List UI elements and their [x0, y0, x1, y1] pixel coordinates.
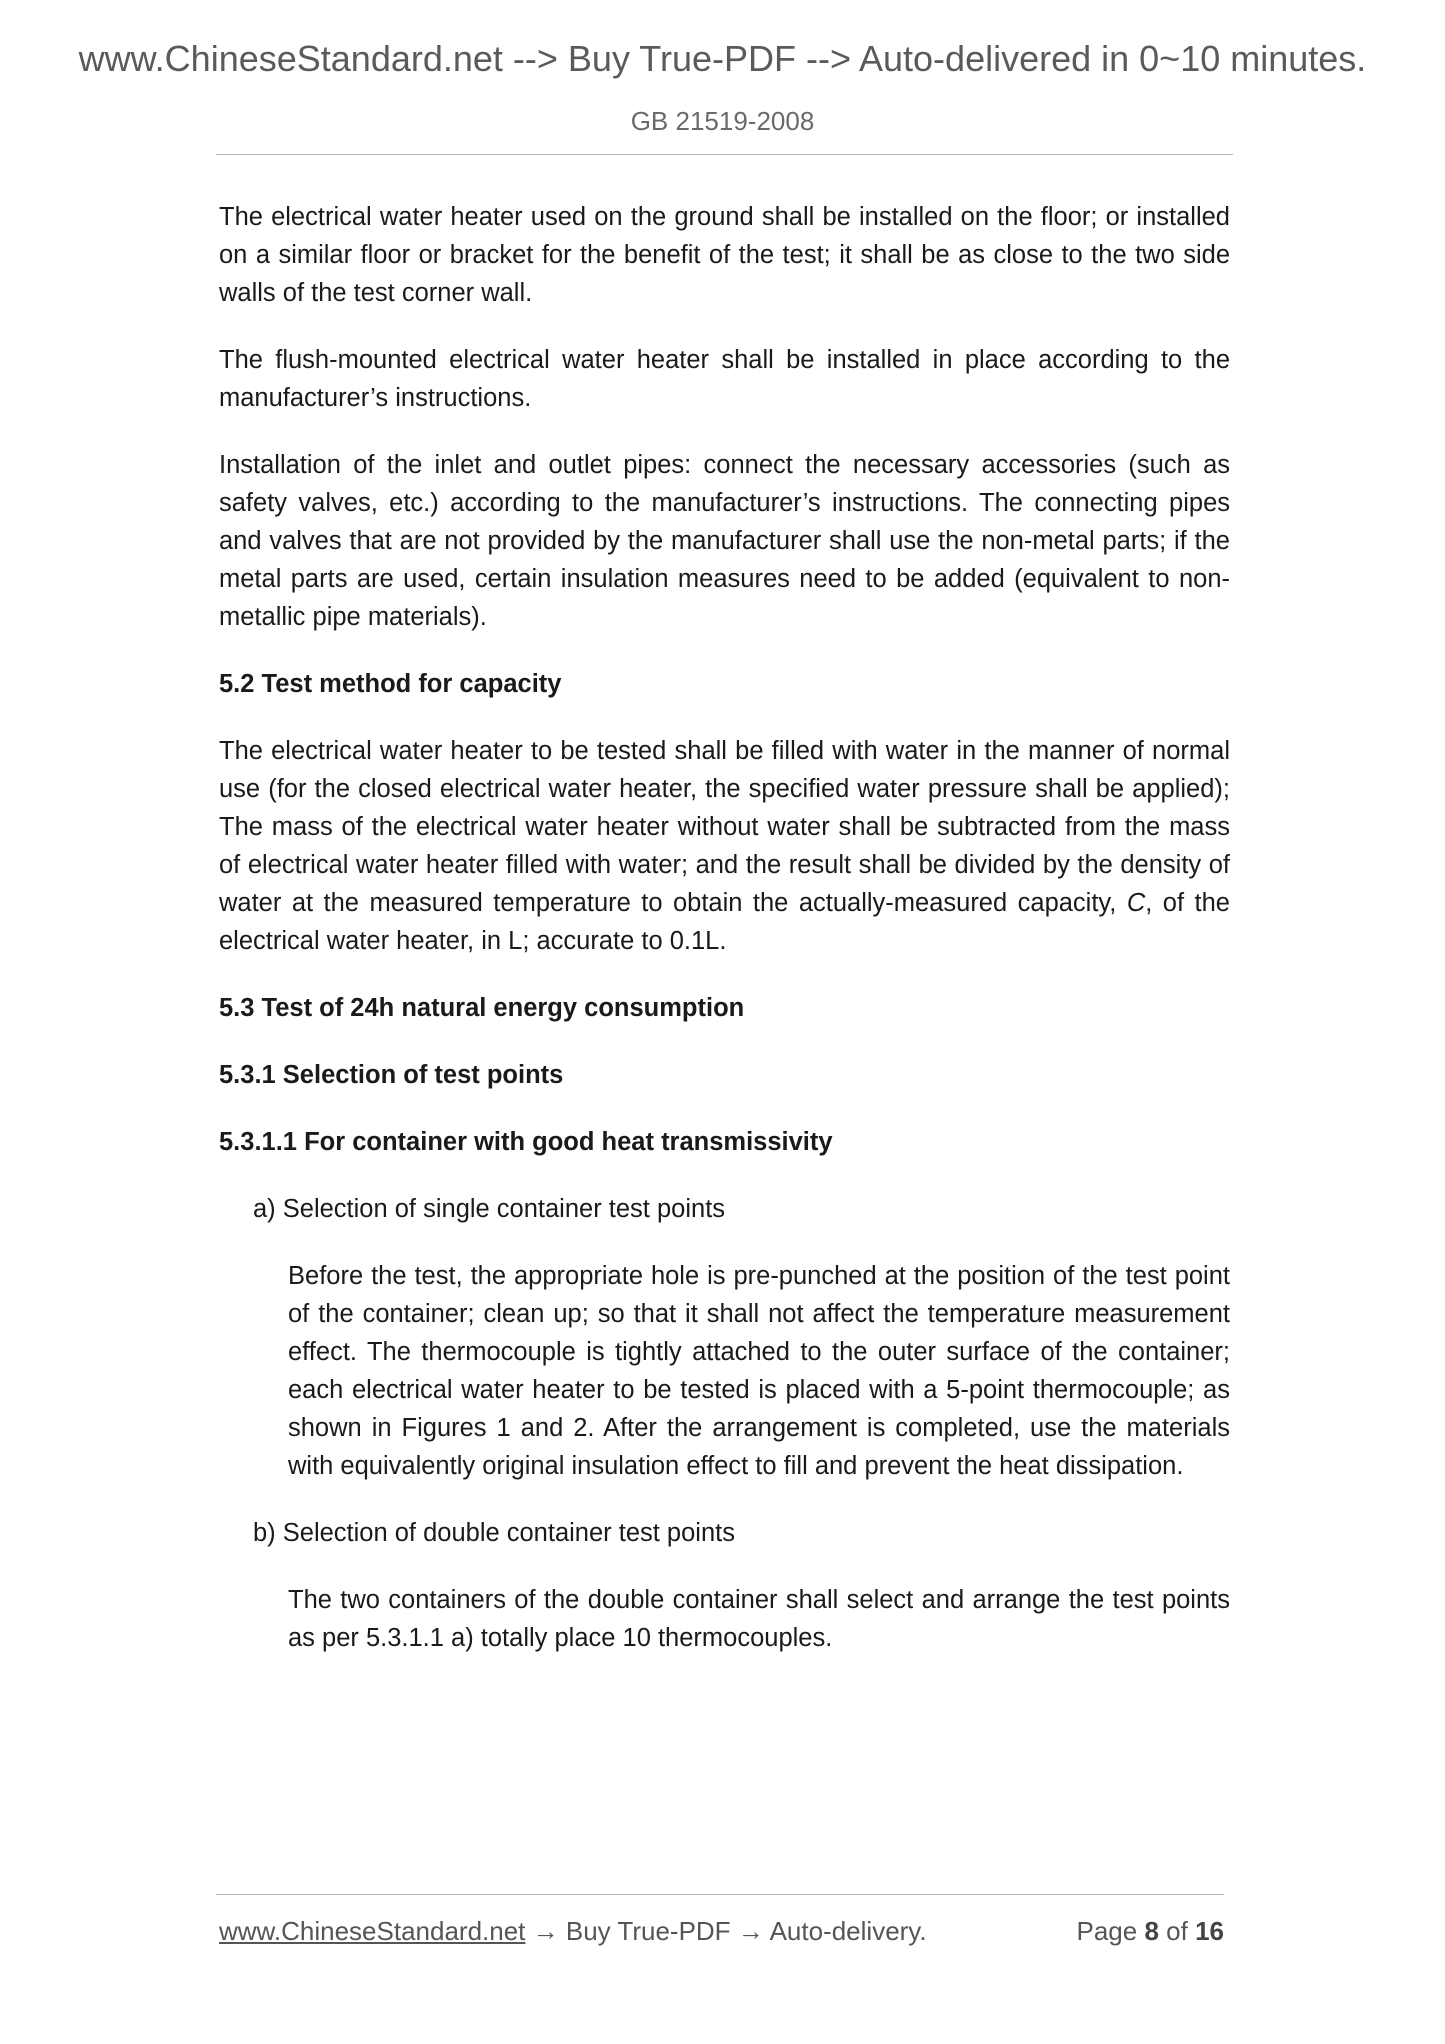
footer-site-link[interactable]: www.ChineseStandard.net — [219, 1916, 526, 1946]
page-of: of — [1166, 1916, 1188, 1946]
section-heading-5-3: 5.3 Test of 24h natural energy consumption — [219, 994, 745, 1022]
document-body — [219, 198, 1230, 1686]
site-banner: www.ChineseStandard.net --> Buy True-PDF --> Auto-delivered in 0~10 minutes. — [78, 38, 1367, 79]
footer-divider — [216, 1894, 1224, 1895]
paragraph-capacity-method — [219, 732, 1230, 960]
section-heading-5-3-1: 5.3.1 Selection of test points — [219, 1061, 564, 1089]
footer-tagline: → Buy True-PDF → Auto-delivery. — [525, 1916, 927, 1946]
document-code: GB 21519-2008 — [630, 106, 815, 136]
capacity-text-start: The electrical water heater to be tested shall be filled with water in the manner of normal use (for the closed electrical water heater, the specified water pressure shall be applied); The mass of the electrical water heater without water shall be subtracted from the mass of electrical water heater filled with water; and the result shall be divided by the density of water at the measured temperature to obtain the actually-measured capacity, — [219, 737, 1230, 917]
section-heading-5-2: 5.2 Test method for capacity — [219, 670, 562, 698]
page-number — [1076, 1916, 1224, 1947]
page-total: 16 — [1195, 1916, 1224, 1946]
list-item-a-text: Before the test, the appropriate hole is pre-punched at the position of the test point of the container; clean up; so that it shall not affect the temperature measurement effect. The thermocouple is tightly attached to the outer surface of the container; each electrical water heater to be tested is placed with a 5-point thermocouple; as shown in Figures 1 and 2. After the arrangement is completed, use the materials with equivalently original insulation effect to fill and prevent the heat dissipation. — [288, 1262, 1230, 1480]
section-heading-5-3-1-1: 5.3.1.1 For container with good heat transmissivity — [219, 1128, 833, 1156]
page-word: Page — [1076, 1916, 1138, 1946]
capacity-symbol: C — [1126, 889, 1146, 917]
paragraph-flush-mounted: The flush-mounted electrical water heater shall be installed in place according to the manufacturer’s instructions. — [219, 346, 1230, 412]
list-item-a-label: a) Selection of single container test points — [253, 1195, 726, 1223]
list-item-b-label: b) Selection of double container test points — [253, 1519, 735, 1547]
list-item-b-text: The two containers of the double container shall select and arrange the test points as per 5.3.1.1 a) totally place 10 thermocouples. — [288, 1586, 1230, 1652]
capacity-text-end: , of the electrical water heater, in L; accurate to 0.1L. — [219, 889, 1230, 955]
header-divider — [216, 154, 1233, 155]
paragraph-floor-installation: The electrical water heater used on the ground shall be installed on the floor; or installed on a similar floor or bracket for the benefit of the test; it shall be as close to the two side walls of the test corner wall. — [219, 203, 1230, 307]
paragraph-pipe-installation: Installation of the inlet and outlet pipes: connect the necessary accessories (such as safety valves, etc.) according to the manufacturer’s instructions. The connecting pipes and valves that are not provided by the manufacturer shall use the non-metal parts; if the metal parts are used, certain insulation measures need to be added (equivalent to non-metallic pipe materials). — [219, 451, 1230, 631]
footer-left — [219, 1916, 927, 1947]
page-current: 8 — [1144, 1916, 1159, 1946]
